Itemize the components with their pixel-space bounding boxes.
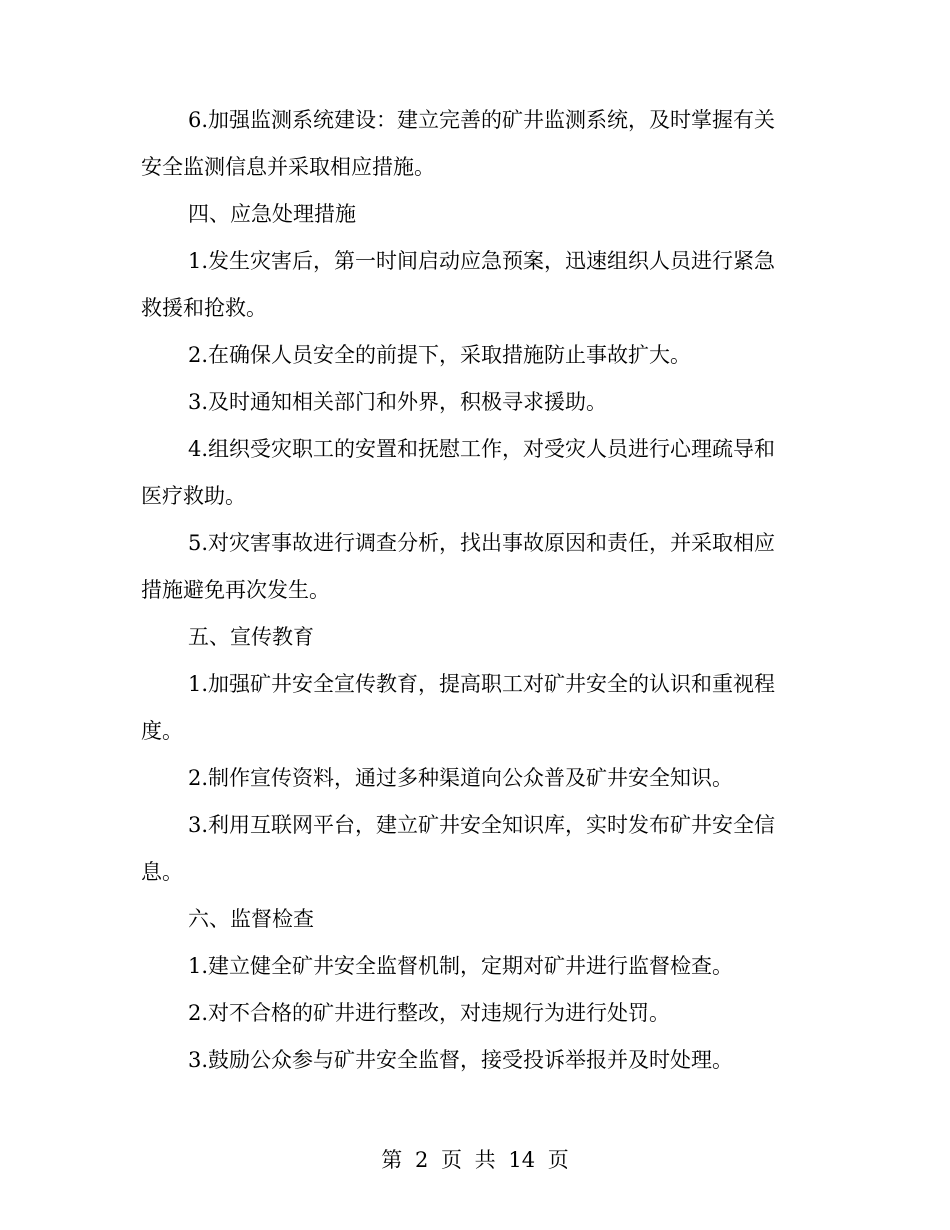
paragraph-supervision-1: 1.建立健全矿井安全监督机制，定期对矿井进行监督检查。: [188, 954, 734, 978]
page-number-footer: 第 2 页 共 14 页: [381, 1148, 569, 1172]
section-heading-emergency: 四、应急处理措施: [188, 202, 356, 226]
paragraph-monitoring-system: 6.加强监测系统建设：建立完善的矿井监测系统，及时掌握有关安全监测信息并采取相应措施。: [141, 108, 776, 179]
paragraph-education-3: 3.利用互联网平台，建立矿井安全知识库，实时发布矿井安全信息。: [141, 813, 776, 884]
paragraph-education-2: 2.制作宣传资料，通过多种渠道向公众普及矿井安全知识。: [188, 766, 734, 790]
section-heading-supervision: 六、监督检查: [188, 907, 314, 931]
paragraph-emergency-5: 5.对灾害事故进行调查分析，找出事故原因和责任，并采取相应措施避免再次发生。: [141, 531, 776, 602]
paragraph-emergency-1: 1.发生灾害后，第一时间启动应急预案，迅速组织人员进行紧急救援和抢救。: [141, 249, 776, 320]
paragraph-emergency-2: 2.在确保人员安全的前提下，采取措施防止事故扩大。: [188, 343, 692, 367]
paragraph-emergency-4: 4.组织受灾职工的安置和抚慰工作，对受灾人员进行心理疏导和医疗救助。: [141, 437, 776, 508]
section-heading-education: 五、宣传教育: [188, 625, 314, 649]
paragraph-emergency-3: 3.及时通知相关部门和外界，积极寻求援助。: [188, 390, 608, 414]
paragraph-education-1: 1.加强矿井安全宣传教育，提高职工对矿井安全的认识和重视程度。: [141, 672, 776, 743]
paragraph-supervision-3: 3.鼓励公众参与矿井安全监督，接受投诉举报并及时处理。: [188, 1048, 734, 1072]
document-body: [141, 97, 796, 1084]
paragraph-supervision-2: 2.对不合格的矿井进行整改，对违规行为进行处罚。: [188, 1001, 671, 1025]
